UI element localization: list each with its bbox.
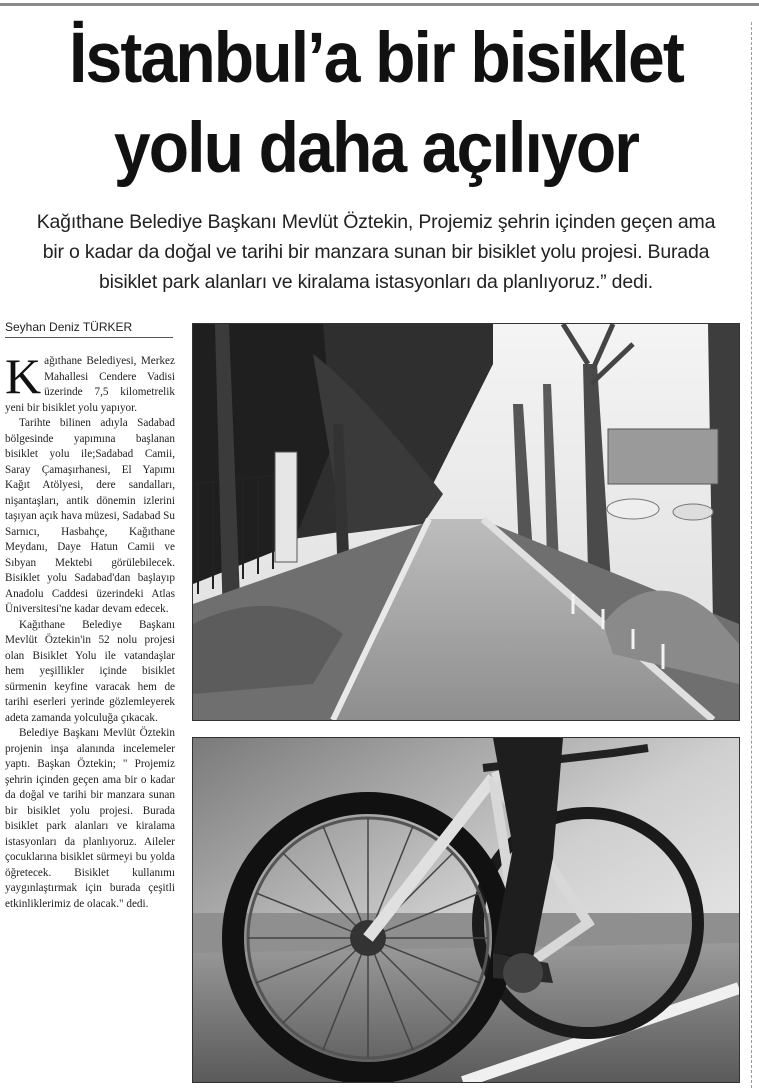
byline: Seyhan Deniz TÜRKER: [5, 320, 173, 338]
headline-line-1: İstanbul’a bir bisiklet: [68, 19, 684, 98]
column-divider: [751, 22, 752, 1088]
bicycle-illustration: [193, 738, 739, 1082]
deck-summary: [4, 207, 748, 297]
deck-line-2: bir o kadar da doğal ve tarihi bir manzara sunan bir bisiklet yolu projesi. Burada: [42, 241, 710, 263]
top-rule: [0, 3, 759, 6]
paragraph-4: Belediye Başkanı Mevlüt Öztekin projenin inşa alanında incelemeler yaptı. Başkan Öztekin; " Projemiz şehrin içinden geçen ama bir o kadar da doğal ve tarihi bir manzara sunan bir bisiklet yolu projesi. Burada bisiklet park alanları ve kiralama istasyonları da planlıyoruz. Aileler çocuklarına bisiklet sürmeyi bu yolda öğretecek. Bisiklet kullanımı yaygınlaştırmak için burada çeşitli etkinliklerimiz de olacak." dedi.: [5, 727, 175, 910]
bicycle-photo: [192, 737, 740, 1083]
paragraph-2: Tarihte bilinen adıyla Sadabad bölgesinde yapımına başlanan bisiklet yolu ile;Sadabad Camii, Saray Çamaşırhanesi, El Yapımı Kağıt Atölyesi, dere sandalları, nişantaşları, antik dönemin izlerini taşıyan açık hava müzesi, Sadabad Su Sarnıcı, Hasbahçe, Kağıthane Meydanı, Daye Hatun Camii ve Sıbyan Mektebi görülebilecek. Bisiklet yolu Sadabad'dan başlayıp Anadolu Caddesi üzerindeki Atlas Üniversitesi'ne kadar devam edecek.: [5, 417, 175, 615]
deck-line-3: bisiklet park alanları ve kiralama istasyonları da planlıyoruz.” dedi.: [99, 271, 653, 293]
deck-line-1: Kağıthane Belediye Başkanı Mevlüt Öztekin, Projemiz şehrin içinden geçen ama: [36, 211, 716, 233]
headline-line-2: yolu daha açılıyor: [113, 109, 639, 188]
paragraph-1-text: ağıthane Belediyesi, Merkez Mahallesi Cendere Vadisi üzerinde 7,5 kilometrelik yeni bir bisiklet yolu yapıyor.: [5, 355, 175, 414]
drop-cap: K: [5, 354, 42, 404]
bike-path-illustration: [193, 324, 739, 720]
paragraph-1: [5, 354, 175, 416]
headline: [26, 14, 725, 194]
article-body: [5, 354, 175, 1084]
bike-path-photo: [192, 323, 740, 721]
paragraph-3: Kağıthane Belediye Başkanı Mevlüt Öztekin'in 52 nolu projesi olan Bisiklet Yolu ile vatandaşlar hem yeşillikler içinde bisiklet sürmenin keyfine varacak hem de tarihi eserleri yerinde gözlemleyerek adeta zamanda yolculuğa çıkacak.: [5, 618, 175, 724]
